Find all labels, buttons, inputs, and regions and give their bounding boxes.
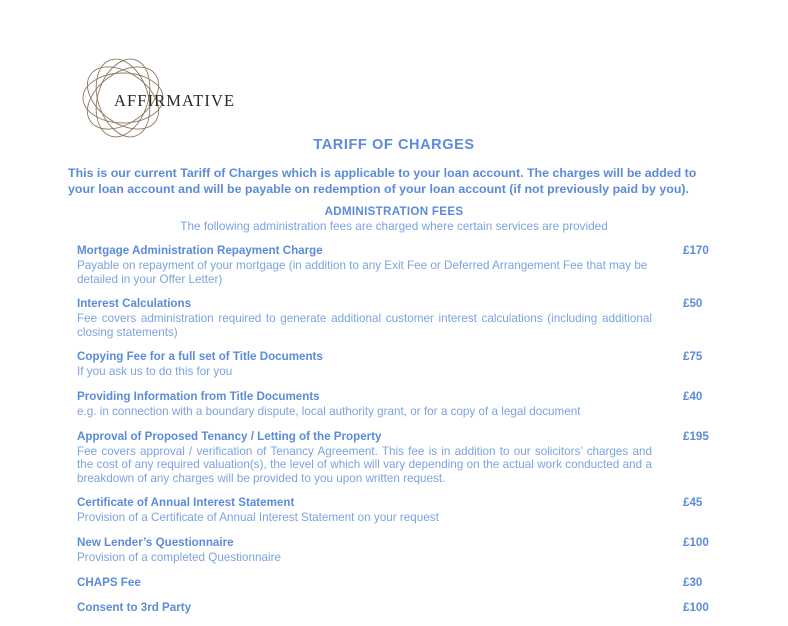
fee-description: Fee covers approval / verification of Tenancy Agreement. This fee is in addition to our solicitors’ charges and the cost of any required valuation(s), the level of which will vary depending on the actual work conducted and a breakdown of any charges will be provided to you upon written request. [77, 444, 652, 485]
page-title: TARIFF OF CHARGES [313, 137, 475, 153]
fee-price: £40 [683, 389, 703, 403]
company-logo [77, 52, 317, 144]
fee-name: Providing Information from Title Documents [77, 389, 320, 403]
fee-header-row [77, 536, 725, 550]
fee-item [77, 601, 725, 615]
section-subtitle: The following administration fees are charged where certain services are provided [180, 219, 608, 233]
fee-header-row [77, 576, 725, 590]
fee-description: Provision of a Certificate of Annual Interest Statement on your request [77, 511, 439, 525]
fee-header-row [77, 430, 725, 444]
fee-item [77, 576, 725, 590]
fee-name: Certificate of Annual Interest Statement [77, 496, 295, 510]
fee-item [77, 390, 725, 419]
fee-description: e.g. in connection with a boundary dispute, local authority grant, or for a copy of a legal document [77, 404, 581, 418]
fee-price: £170 [683, 244, 709, 257]
fee-header-row [77, 244, 725, 258]
fee-price: £100 [683, 535, 709, 549]
fee-price: £195 [683, 429, 709, 443]
fee-item [77, 430, 725, 486]
fee-name: Approval of Proposed Tenancy / Letting of the Property [77, 429, 382, 443]
fee-price: £75 [683, 350, 703, 364]
fee-header-row [77, 350, 725, 364]
fee-price: £50 [683, 297, 703, 311]
fee-description: Payable on repayment of your mortgage (in addition to any Exit Fee or Deferred Arrangement Fee that may be detailed in your Offer Letter) [77, 259, 648, 286]
fee-name: CHAPS Fee [77, 575, 141, 589]
fee-item [77, 297, 725, 339]
fee-header-row [77, 390, 725, 404]
fee-name: Consent to 3rd Party [77, 600, 192, 614]
section-title-administration-fees: ADMINISTRATION FEES [324, 205, 464, 218]
fee-description: If you ask us to do this for you [77, 365, 233, 379]
fee-price: £100 [683, 600, 709, 614]
fee-list [77, 244, 725, 626]
fee-header-row [77, 496, 725, 510]
fee-price: £30 [683, 575, 703, 589]
fee-price: £45 [683, 496, 703, 510]
fee-description: Provision of a completed Questionnaire [77, 550, 281, 564]
fee-name: Mortgage Administration Repayment Charge [77, 244, 323, 257]
fee-header-row [77, 601, 725, 615]
fee-name: Interest Calculations [77, 297, 192, 311]
fee-item [77, 244, 725, 286]
fee-description: Fee covers administration required to generate additional customer interest calculations (including additional closing statements) [77, 312, 652, 339]
fee-item [77, 536, 725, 565]
logo-wordmark: AFFIRMATIVE [114, 91, 236, 110]
fee-item [77, 350, 725, 379]
intro-paragraph: This is our current Tariff of Charges which is applicable to your loan account. The charges will be added to your loan account and will be payable on redemption of your loan account (if not previously paid by you). [68, 166, 697, 196]
fee-item [77, 496, 725, 525]
fee-header-row [77, 297, 725, 311]
fee-name: New Lender’s Questionnaire [77, 535, 234, 549]
fee-name: Copying Fee for a full set of Title Documents [77, 350, 323, 364]
